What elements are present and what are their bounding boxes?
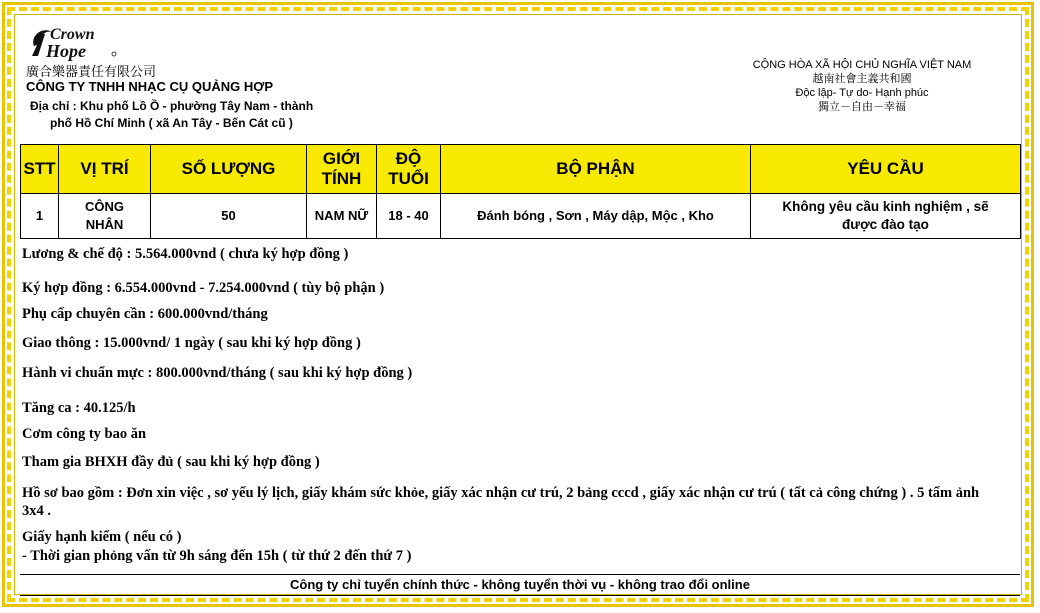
- address-line-2: phố Hồ Chí Minh ( xã An Tây - Bến Cát cũ ): [50, 116, 293, 130]
- header-requirement: YÊU CẦU: [751, 145, 1021, 194]
- cell-position-line2: NHÂN: [85, 217, 124, 232]
- cell-department: Đánh bóng , Sơn , Máy dập, Mộc , Kho: [441, 194, 751, 239]
- crown-hope-logo: [28, 22, 138, 62]
- header-quantity: SỐ LƯỢNG: [151, 145, 307, 194]
- cell-requirement-line1: Không yêu cầu kinh nghiệm , sẽ: [782, 199, 989, 214]
- conduct-certificate-line: Giấy hạnh kiểm ( nếu có ): [22, 529, 182, 545]
- transport-line: Giao thông : 15.000vnd/ 1 ngày ( sau khi ký hợp đồng ): [22, 335, 361, 351]
- address-line-1: Địa chỉ : Khu phố Lồ Ồ - phường Tây Nam - thành: [30, 99, 314, 113]
- footer-note: Công ty chỉ tuyển chính thức - không tuyển thời vụ - không trao đổi online: [20, 574, 1020, 596]
- meals-line: Cơm công ty bao ăn: [22, 426, 147, 442]
- job-notice: [20, 18, 1020, 598]
- overtime-line: Tăng ca : 40.125/h: [22, 400, 136, 416]
- contract-line: Ký hợp đồng : 6.554.000vnd - 7.254.000vnd ( tùy bộ phận ): [22, 280, 385, 296]
- cell-stt: 1: [21, 194, 59, 239]
- job-table: [20, 144, 1021, 239]
- nation-title: CỘNG HÒA XÃ HỘI CHỦ NGHĨA VIỆT NAM: [752, 59, 972, 71]
- table-row: [21, 194, 1021, 239]
- motto-chinese: 獨立－自由－幸福: [818, 100, 906, 113]
- header-gender-line1: GIỚI: [322, 149, 361, 168]
- table-header-row: [21, 145, 1021, 194]
- cell-age: 18 - 40: [377, 194, 441, 239]
- cell-requirement-line2: được đào tạo: [842, 217, 929, 232]
- attendance-line: Phụ cấp chuyên cần : 600.000vnd/tháng: [22, 306, 268, 322]
- cell-quantity: 50: [151, 194, 307, 239]
- cell-position: [59, 194, 151, 239]
- cell-requirement: [751, 194, 1021, 239]
- company-name: CÔNG TY TNHH NHẠC CỤ QUẢNG HỢP: [26, 79, 274, 94]
- svg-text:Crown: Crown: [50, 26, 95, 43]
- svg-text:Hope: Hope: [46, 41, 86, 61]
- crown-hope-logo-icon: [28, 22, 138, 62]
- header-gender: [307, 145, 377, 194]
- header-gender-line2: TÍNH: [321, 169, 362, 188]
- interview-line: - Thời gian phỏng vấn từ 9h sáng đến 15h ( từ thứ 2 đến thứ 7 ): [22, 548, 412, 564]
- header-stt: STT: [21, 145, 59, 194]
- header-age-line2: TUỔI: [388, 169, 429, 188]
- header-position: VỊ TRÍ: [59, 145, 151, 194]
- company-name-chinese: 廣合樂器責任有限公司: [26, 65, 157, 80]
- motto: Độc lập- Tự do- Hạnh phúc: [795, 87, 929, 99]
- conduct-line: Hành vi chuẩn mực : 800.000vnd/tháng ( sau khi ký hợp đồng ): [22, 365, 413, 381]
- header-age: [377, 145, 441, 194]
- documents-line: Hồ sơ bao gồm : Đơn xin việc , sơ yếu lý lịch, giấy khám sức khỏe, giấy xác nhận cư trú, 2 bảng cccd , giấy xác nhận cư trú ( tất cả công chứng ) . 5 tấm ảnh 3x4 .: [22, 485, 980, 519]
- cell-position-line1: CÔNG: [85, 199, 124, 214]
- cell-gender: NAM NỮ: [307, 194, 377, 239]
- header-department: BỘ PHẬN: [441, 145, 751, 194]
- national-motto: [732, 58, 992, 114]
- insurance-line: Tham gia BHXH đầy đủ ( sau khi ký hợp đồng ): [22, 454, 320, 470]
- nation-title-chinese: 越南社會主義共和國: [812, 72, 912, 85]
- salary-line: Lương & chế độ : 5.564.000vnd ( chưa ký hợp đồng ): [22, 246, 349, 262]
- header-age-line1: ĐỘ: [395, 149, 422, 168]
